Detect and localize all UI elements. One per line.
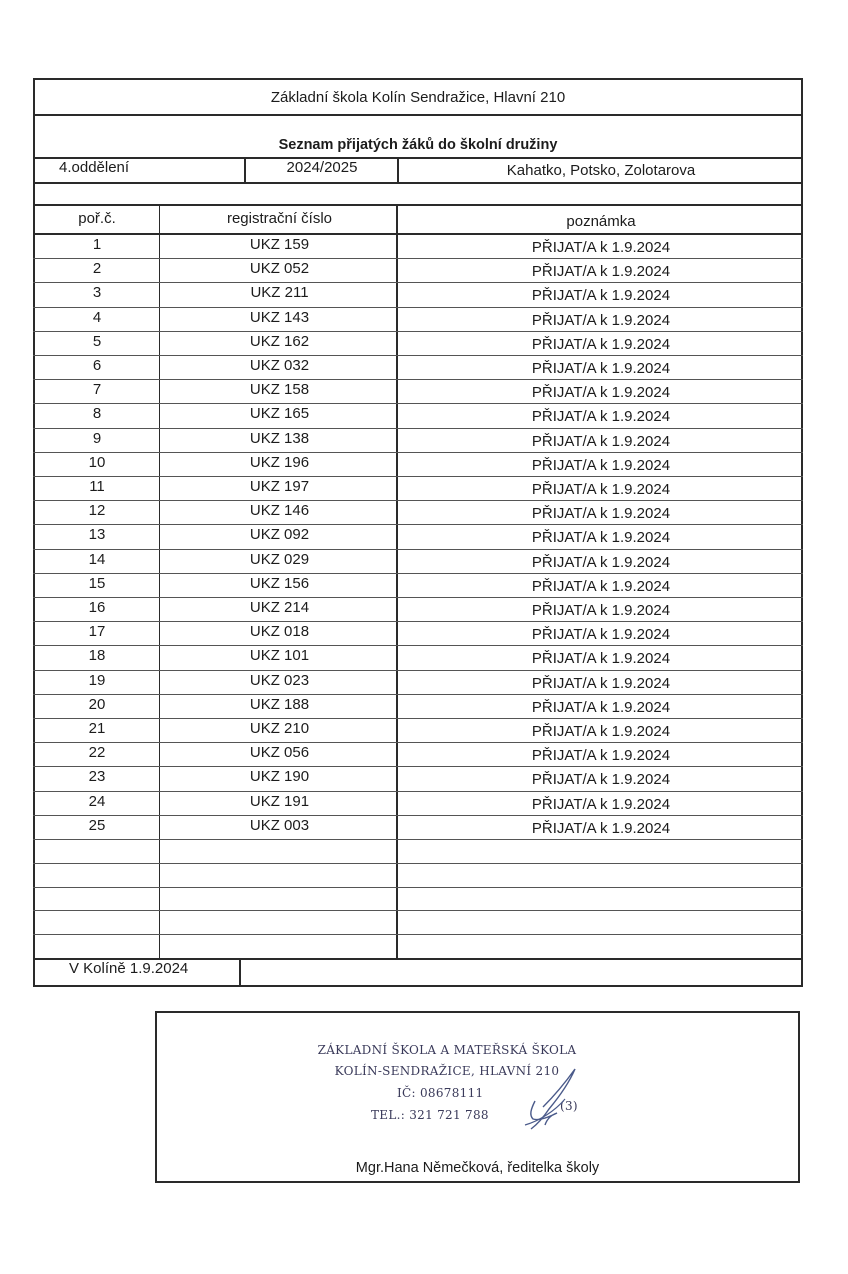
table-row [33, 792, 803, 816]
table-row [33, 646, 803, 670]
row-order-number: 14 [88, 550, 106, 568]
row-registration-number: UKZ 092 [249, 526, 310, 544]
empty-row-line [33, 887, 803, 888]
row-registration-number: UKZ 101 [249, 647, 310, 665]
table-row [33, 767, 803, 791]
row-order-number: 10 [88, 453, 106, 471]
table-row [33, 743, 803, 767]
empty-row-line [33, 863, 803, 864]
row-note: PŘIJAT/A k 1.9.2024 [531, 577, 671, 595]
row-registration-number: UKZ 146 [249, 502, 310, 520]
row-note: PŘIJAT/A k 1.9.2024 [531, 311, 671, 329]
department-label: 4.oddělení [59, 159, 130, 176]
stamp-line-school: ZÁKLADNÍ ŠKOLA A MATEŘSKÁ ŠKOLA [317, 1043, 577, 1057]
row-note: PŘIJAT/A k 1.9.2024 [531, 384, 671, 402]
row-registration-number: UKZ 188 [249, 695, 310, 713]
row-order-number: 20 [88, 695, 106, 713]
row-registration-number: UKZ 052 [249, 260, 310, 278]
table-row [33, 332, 803, 356]
row-order-number: 15 [88, 574, 106, 592]
row-registration-number: UKZ 138 [249, 429, 310, 447]
row-registration-number: UKZ 003 [249, 816, 310, 834]
table-row [33, 598, 803, 622]
table-row [33, 429, 803, 453]
row-order-number: 1 [92, 236, 102, 253]
table-row [33, 235, 803, 259]
row-order-number: 7 [92, 381, 102, 399]
row-order-number: 2 [92, 260, 102, 278]
row-note: PŘIJAT/A k 1.9.2024 [531, 239, 671, 256]
table-row [33, 525, 803, 549]
signatory-name: Mgr.Hana Němečková, ředitelka školy [355, 1160, 600, 1176]
row-note: PŘIJAT/A k 1.9.2024 [531, 287, 671, 305]
row-registration-number: UKZ 056 [249, 744, 310, 762]
table-row [33, 719, 803, 743]
row-note: PŘIJAT/A k 1.9.2024 [531, 771, 671, 789]
row-note: PŘIJAT/A k 1.9.2024 [531, 553, 671, 571]
column-header-note: poznámka [566, 213, 636, 230]
column-header-order: poř.č. [78, 210, 116, 227]
row-note: PŘIJAT/A k 1.9.2024 [531, 505, 671, 523]
stamp-line-phone: TEL.: 321 721 788 [371, 1108, 489, 1122]
row-note: PŘIJAT/A k 1.9.2024 [531, 602, 671, 619]
list-title: Seznam přijatých žáků do školní družiny [278, 137, 558, 153]
row-order-number: 4 [92, 308, 102, 326]
admission-list-sheet [33, 78, 803, 987]
table-row [33, 356, 803, 380]
table-row [33, 671, 803, 695]
row-note: PŘIJAT/A k 1.9.2024 [531, 747, 671, 765]
row-order-number: 19 [88, 671, 106, 689]
empty-row-line [33, 934, 803, 935]
row-note: PŘIJAT/A k 1.9.2024 [531, 335, 671, 353]
row-registration-number: UKZ 190 [249, 768, 310, 786]
row-order-number: 23 [88, 768, 106, 786]
row-order-number: 6 [92, 357, 102, 374]
stamp-line-address: KOLÍN-SENDRAŽICE, HLAVNÍ 210 [334, 1064, 560, 1078]
row-note: PŘIJAT/A k 1.9.2024 [531, 723, 671, 740]
row-note: PŘIJAT/A k 1.9.2024 [531, 263, 671, 281]
row-note: PŘIJAT/A k 1.9.2024 [531, 819, 671, 837]
stamp-line-ico: IČ: 08678111 [397, 1086, 484, 1100]
column-header-registration: registrační číslo [226, 210, 333, 227]
row-order-number: 24 [88, 792, 106, 810]
stamp-signature-box [155, 1011, 800, 1183]
table-row [33, 501, 803, 525]
place-date: V Kolíně 1.9.2024 [69, 960, 189, 977]
row-order-number: 21 [88, 720, 106, 737]
table-row [33, 695, 803, 719]
row-order-number: 5 [92, 332, 102, 350]
row-registration-number: UKZ 197 [249, 478, 310, 495]
row-order-number: 25 [88, 816, 106, 834]
row-note: PŘIJAT/A k 1.9.2024 [531, 626, 671, 644]
table-row [33, 453, 803, 477]
table-row [33, 477, 803, 501]
row-registration-number: UKZ 159 [249, 236, 310, 253]
row-registration-number: UKZ 023 [249, 671, 310, 689]
row-order-number: 18 [88, 647, 106, 665]
row-order-number: 12 [88, 502, 106, 520]
table-row [33, 308, 803, 332]
school-year: 2024/2025 [286, 159, 358, 176]
empty-row-line [33, 910, 803, 911]
row-registration-number: UKZ 191 [249, 792, 310, 810]
row-registration-number: UKZ 143 [249, 308, 310, 326]
row-registration-number: UKZ 029 [249, 550, 310, 568]
row-note: PŘIJAT/A k 1.9.2024 [531, 795, 671, 813]
row-note: PŘIJAT/A k 1.9.2024 [531, 408, 671, 426]
row-registration-number: UKZ 211 [250, 284, 309, 302]
teachers-names: Kahatko, Potsko, Zolotarova [506, 162, 696, 179]
row-note: PŘIJAT/A k 1.9.2024 [531, 674, 671, 692]
row-registration-number: UKZ 032 [249, 357, 310, 374]
row-order-number: 9 [92, 429, 102, 447]
row-note: PŘIJAT/A k 1.9.2024 [531, 650, 671, 668]
row-registration-number: UKZ 196 [249, 453, 310, 471]
row-registration-number: UKZ 158 [249, 381, 310, 399]
handwritten-signature [509, 1063, 589, 1133]
table-row [33, 550, 803, 574]
row-note: PŘIJAT/A k 1.9.2024 [531, 456, 671, 474]
row-note: PŘIJAT/A k 1.9.2024 [531, 360, 671, 377]
row-order-number: 16 [88, 599, 106, 616]
school-title: Základní škola Kolín Sendražice, Hlavní 210 [270, 89, 566, 106]
row-registration-number: UKZ 162 [249, 332, 310, 350]
row-registration-number: UKZ 214 [249, 599, 310, 616]
row-note: PŘIJAT/A k 1.9.2024 [531, 481, 671, 498]
table-row [33, 816, 803, 840]
table-row [33, 283, 803, 307]
table-row [33, 622, 803, 646]
table-row [33, 574, 803, 598]
table-row [33, 404, 803, 428]
row-note: PŘIJAT/A k 1.9.2024 [531, 698, 671, 716]
row-order-number: 3 [92, 284, 102, 302]
row-registration-number: UKZ 156 [249, 574, 310, 592]
stamp-mark: (3) [560, 1099, 578, 1113]
row-registration-number: UKZ 165 [249, 405, 310, 423]
table-row [33, 380, 803, 404]
row-order-number: 11 [89, 478, 105, 495]
row-registration-number: UKZ 018 [249, 623, 310, 641]
row-order-number: 22 [88, 744, 106, 762]
row-order-number: 13 [88, 526, 106, 544]
row-order-number: 17 [88, 623, 106, 641]
table-row [33, 259, 803, 283]
row-registration-number: UKZ 210 [249, 720, 310, 737]
row-note: PŘIJAT/A k 1.9.2024 [531, 529, 671, 547]
row-order-number: 8 [92, 405, 102, 423]
row-note: PŘIJAT/A k 1.9.2024 [531, 432, 671, 450]
